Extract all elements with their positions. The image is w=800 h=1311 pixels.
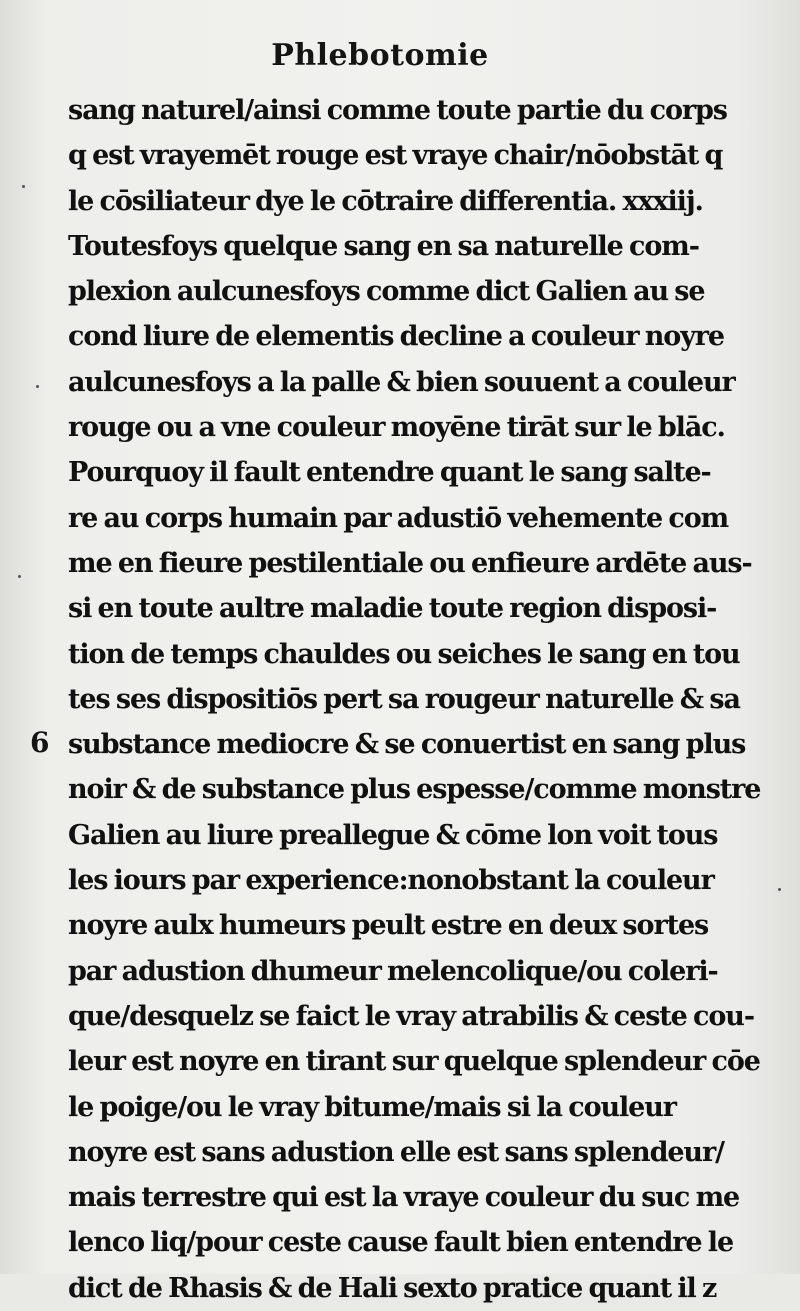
paper-speck [22, 185, 25, 188]
text-line: dict de Rhasis & de Hali sexto pratice quant il z [68, 1272, 717, 1304]
paper-speck [778, 888, 781, 891]
text-line: lenco liq/pour ceste cause fault bien entendre le [68, 1227, 734, 1259]
text-line: substance mediocre & se conuertist en sang plus [68, 729, 746, 761]
text-line: q est vrayemēt rouge est vraye chair/nōobstāt q [68, 140, 723, 172]
text-line: les iours par experience:nonobstant la couleur [68, 865, 714, 897]
text-line: me en fieure pestilentiale ou enfieure ardēte aus- [68, 547, 752, 579]
text-line: noyre est sans adustion elle est sans splendeur/ [68, 1136, 724, 1168]
text-line: tes ses dispositiōs pert sa rougeur naturelle & sa [68, 683, 740, 715]
text-line: plexion aulcunesfoys comme dict Galien au se [68, 276, 705, 308]
text-line: sang naturel/ainsi comme toute partie du corps [68, 95, 727, 126]
text-line: mais terrestre qui est la vraye couleur du suc me [68, 1182, 740, 1214]
margin-note: 6 [30, 726, 50, 759]
running-head: Phlebotomie [271, 38, 489, 73]
text-line: si en toute aultre maladie toute region disposi- [68, 593, 717, 625]
paper-speck [36, 385, 39, 388]
text-block [68, 88, 768, 1311]
text-line: noyre aulx humeurs peult estre en deux sortes [68, 910, 709, 942]
text-line: par adustion dhumeur melencolique/ou coleri- [68, 955, 718, 987]
text-line: que/desquelz se faict le vray atrabilis & ceste cou- [68, 1000, 754, 1032]
text-line: aulcunesfoys a la palle & bien souuent a couleur [68, 366, 735, 398]
text-line: Toutesfoys quelque sang en sa naturelle com- [68, 230, 699, 262]
text-line: noir & de substance plus espesse/comme monstre [68, 774, 761, 806]
text-line: Galien au liure preallegue & cōme lon voit tous [68, 819, 718, 851]
text-line: leur est noyre en tirant sur quelque splendeur cōe [68, 1046, 760, 1078]
paper-speck [18, 575, 21, 578]
text-line: le cōsiliateur dye le cōtraire differentia. xxxiij. [68, 185, 703, 217]
text-line: tion de temps chauldes ou seiches le sang en tou [68, 638, 740, 670]
text-line: Pourquoy il fault entendre quant le sang salte- [68, 457, 711, 489]
text-line: cond liure de elementis decline a couleur noyre [68, 321, 724, 353]
text-line: le poige/ou le vray bitume/mais si la couleur [68, 1091, 676, 1123]
text-line: re au corps humain par adustiō vehemente com [68, 502, 729, 534]
text-line: rouge ou a vne couleur moyēne tirāt sur le blāc. [68, 412, 725, 444]
